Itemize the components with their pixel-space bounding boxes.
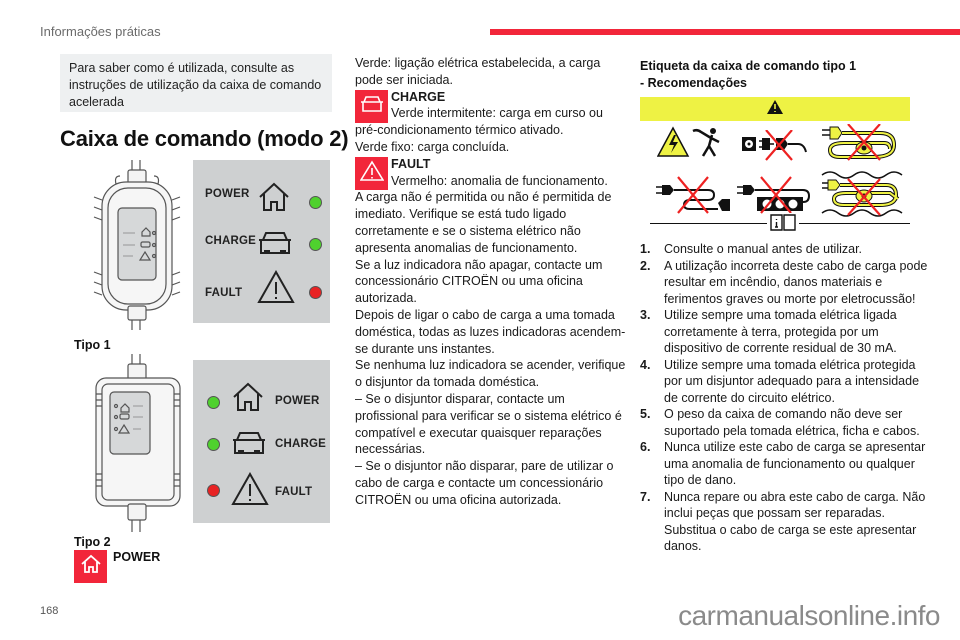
control-box-label-pictograms: [640, 97, 930, 232]
charge-legend-badge: [355, 90, 388, 123]
type1-charge-label: CHARGE: [205, 235, 257, 247]
header-accent-bar: [490, 29, 960, 35]
type2-charge-row: [275, 438, 326, 450]
type2-charge-label: CHARGE: [275, 438, 327, 450]
step-text: Nunca utilize este cabo de carga se apresentar uma anomalia de funcionamento ou qualquer tipo de dano.: [664, 440, 926, 487]
page-number: 168: [40, 605, 59, 617]
running-header: Informações práticas: [40, 24, 161, 39]
type2-power-label: POWER: [275, 395, 320, 407]
warning-banner: [640, 97, 910, 121]
warning-icon: [360, 160, 384, 187]
house-icon: [231, 382, 265, 417]
no-extension-cable-icon: [656, 175, 734, 220]
step-number: 6.: [640, 440, 651, 454]
charge-legend-line1: Verde intermitente: carga em curso ou: [391, 106, 603, 121]
no-coiled-cable-icon: [820, 124, 910, 167]
fault-legend-badge: [355, 157, 388, 190]
type1-indicator-panel: [193, 160, 330, 323]
fault-paragraph: Se a luz indicadora não apagar, contacte um concessionário CITROËN ou uma oficina autorizada.: [355, 257, 603, 306]
step-text: Nunca repare ou abra este cabo de carga. Não inclui peças que possam ser reparadas. Substitua o cabo de carga se este apresentar danos.: [664, 489, 926, 553]
fault-paragraph: Depois de ligar o cabo de carga a uma tomada doméstica, todas as luzes indicadoras acendem-se durante uns instantes.: [355, 307, 626, 356]
step-number: 5.: [640, 407, 651, 421]
type2-fault-label: FAULT: [275, 486, 313, 498]
legend-column: [355, 55, 630, 509]
label-section-title: [640, 58, 856, 92]
step-number: 4.: [640, 357, 651, 372]
charge-legend-title: CHARGE: [391, 89, 446, 104]
charge-legend-block: [355, 89, 630, 156]
list-item: [640, 258, 930, 308]
power-legend-title: POWER: [113, 550, 161, 564]
car-icon: [231, 430, 267, 461]
no-immersion-icon: [820, 169, 906, 224]
list-item: [640, 241, 930, 258]
step-number: 7.: [640, 489, 651, 504]
fault-paragraph: A carga não é permitida ou não é permitida de imediato. Verifique se está tudo ligado corretamente e se o sistema elétrico não apresenta anomalias de funcionamento.: [355, 190, 612, 255]
fault-paragraph: Se nenhuma luz indicadora se acender, verifique o disjuntor da tomada doméstica.: [355, 358, 626, 390]
type1-fault-row: [205, 287, 242, 299]
type1-power-row: [205, 188, 261, 200]
label-section-title-line2: - Recomendações: [640, 76, 747, 90]
charge-legend-line3: Verde fixo: carga concluída.: [355, 139, 510, 154]
house-icon: [257, 182, 291, 217]
power-legend-line2: pode ser iniciada.: [355, 72, 453, 87]
step-text: A utilização incorreta deste cabo de carga pode resultar em incêndio, danos materiais e ferimentos graves ou morte por eletrocussão!: [664, 258, 928, 306]
power-legend-badge: [74, 550, 107, 583]
type1-power-led: [309, 196, 322, 209]
step-number: 3.: [640, 308, 651, 322]
section-title: Caixa de comando (modo 2): [60, 126, 349, 151]
fault-legend-line1: Vermelho: anomalia de funcionamento.: [391, 173, 608, 188]
type2-power-led: [207, 396, 220, 409]
house-icon: [80, 554, 102, 579]
list-item: [640, 439, 930, 489]
note-text: Para saber como é utilizada, consulte as instruções de utilização da caixa de comando acelerada: [69, 61, 322, 109]
fault-paragraph: – Se o disjuntor não disparar, pare de utilizar o cabo de carga e contacte um concessionário CITROËN ou uma oficina autorizada.: [355, 459, 614, 507]
list-item: [640, 307, 930, 357]
warning-icon: [231, 472, 269, 511]
type1-power-label: POWER: [205, 188, 250, 200]
type2-indicator-panel: [193, 360, 330, 523]
car-icon: [360, 95, 384, 118]
list-item: [640, 406, 930, 439]
watermark-link[interactable]: carmanualsonline.info: [678, 600, 940, 631]
list-item: [640, 489, 930, 555]
fault-legend-title: FAULT: [391, 156, 431, 171]
type2-fault-led: [207, 484, 220, 497]
type1-fault-led: [309, 286, 322, 299]
type1-caption: Tipo 1: [74, 338, 111, 352]
type2-control-box-illustration: [88, 354, 188, 532]
warning-icon: [766, 99, 784, 120]
step-text: Consulte o manual antes de utilizar.: [664, 242, 863, 256]
fault-paragraph: – Se o disjuntor disparar, contacte um profissional para verificar se o sistema elétrico é compatível e executar quaisquer reparações necessárias.: [355, 391, 622, 457]
type2-power-row: [275, 395, 319, 407]
step-number: 1.: [640, 242, 651, 256]
no-adapter-icon: [740, 130, 822, 167]
type1-charge-row: [205, 235, 256, 247]
electric-shock-warning-icon: [657, 126, 737, 165]
type1-charge-led: [309, 238, 322, 251]
step-text: O peso da caixa de comando não deve ser suportado pela tomada elétrica, ficha e cabos.: [664, 407, 920, 438]
step-text: Utilize sempre uma tomada elétrica protegida por um disjuntor adequado para a intensidade de corrente do circuito elétrico.: [664, 357, 920, 405]
car-icon: [257, 230, 293, 261]
power-legend-line1: Verde: ligação elétrica estabelecida, a carga: [355, 56, 601, 70]
recommendations-list: [640, 241, 930, 555]
label-section-title-line1: Etiqueta da caixa de comando tipo 1: [640, 59, 857, 73]
charge-legend-line2: pré-condicionamento térmico ativado.: [355, 123, 564, 138]
step-number: 2.: [640, 258, 651, 273]
type2-charge-led: [207, 438, 220, 451]
type2-fault-row: [275, 486, 312, 498]
type1-control-box-illustration: [88, 160, 188, 330]
note-box: [60, 54, 332, 112]
list-item: [640, 357, 930, 407]
type2-caption: Tipo 2: [74, 535, 111, 549]
fault-legend-block: [355, 156, 630, 509]
read-manual-icon: [767, 213, 799, 236]
warning-icon: [257, 270, 295, 309]
step-text: Utilize sempre uma tomada elétrica ligada corretamente à terra, protegida por um dispositivo de corrente residual de 30 mA.: [664, 308, 897, 355]
type1-fault-label: FAULT: [205, 287, 243, 299]
